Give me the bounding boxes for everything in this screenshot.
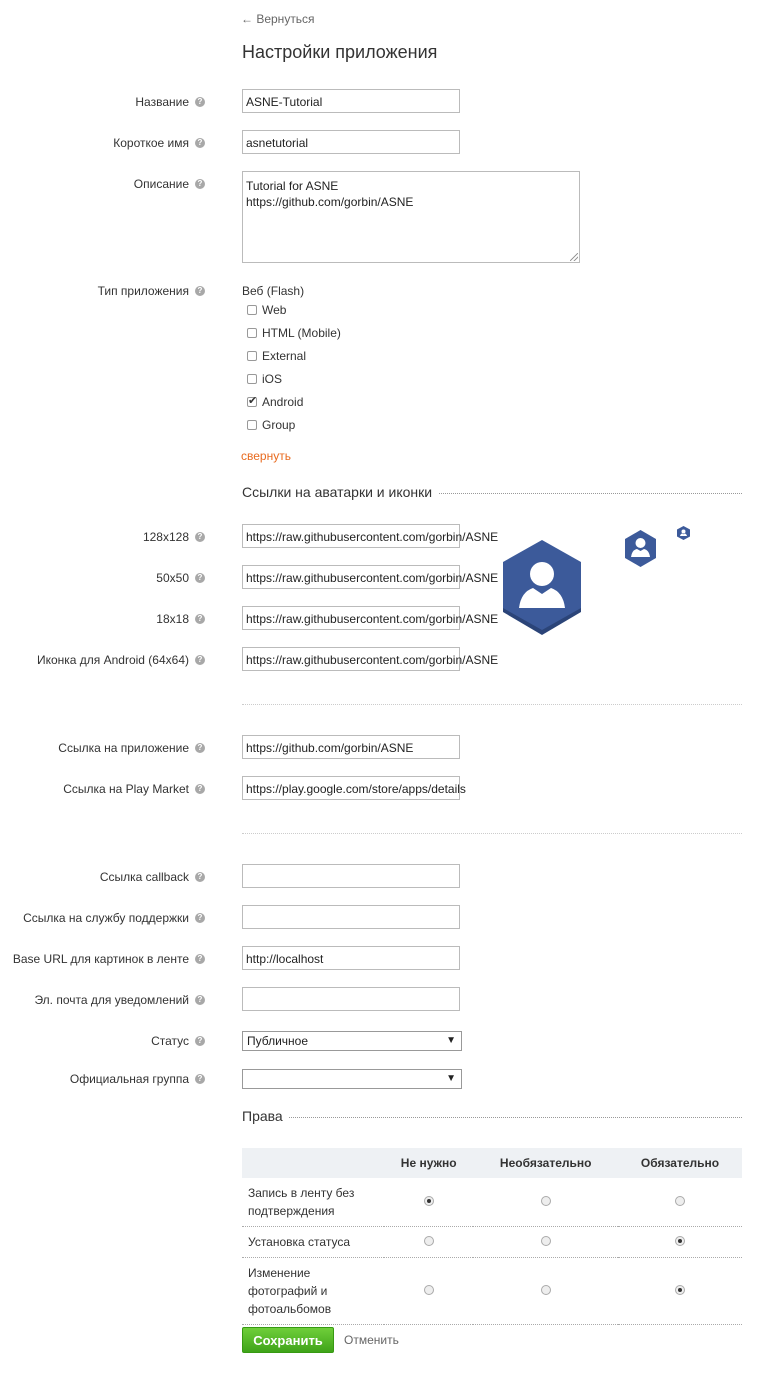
name-label: Название ? (135, 95, 205, 109)
base-url-label: Base URL для картинок в ленте ? (13, 952, 205, 966)
permission-label: Запись в ленту без подтверждения (242, 1178, 384, 1227)
android-icon-input[interactable]: https://raw.githubusercontent.com/gorbin/ASNE (242, 647, 460, 671)
radio-button[interactable] (675, 1236, 685, 1246)
radio-button[interactable] (541, 1196, 551, 1206)
permissions-table (242, 1148, 742, 1325)
help-icon[interactable]: ? (195, 743, 205, 753)
resize-grip-icon[interactable] (570, 253, 578, 261)
checkbox-icon[interactable] (247, 305, 257, 315)
group-label: Официальная группа ? (70, 1072, 205, 1086)
app-link-input[interactable]: https://github.com/gorbin/ASNE (242, 735, 460, 759)
status-label: Статус ? (151, 1034, 205, 1048)
divider (242, 704, 742, 705)
save-button[interactable]: Сохранить (242, 1327, 334, 1353)
permission-label: Изменение фотографий и фотоальбомов (242, 1258, 384, 1325)
help-icon[interactable]: ? (195, 138, 205, 148)
name-input[interactable]: ASNE-Tutorial (242, 89, 460, 113)
help-icon[interactable]: ? (195, 1074, 205, 1084)
page-title: Настройки приложения (242, 42, 438, 62)
help-icon[interactable]: ? (195, 913, 205, 923)
help-icon[interactable]: ? (195, 1036, 205, 1046)
callback-input[interactable] (242, 864, 460, 888)
android-icon-label: Иконка для Android (64x64) ? (37, 653, 205, 667)
help-icon[interactable]: ? (195, 784, 205, 794)
table-header-empty (242, 1148, 384, 1178)
checkbox-android[interactable]: ✔ Android (247, 395, 303, 409)
avatar-50-input[interactable]: https://raw.githubusercontent.com/gorbin/ASNE (242, 565, 460, 589)
checkbox-icon[interactable] (247, 328, 257, 338)
description-textarea[interactable]: Tutorial for ASNE https://github.com/gorbin/ASNE (242, 171, 580, 263)
short-name-label: Короткое имя ? (113, 136, 205, 150)
status-select[interactable]: Публичное ▼ (242, 1031, 462, 1051)
help-icon[interactable]: ? (195, 573, 205, 583)
radio-button[interactable] (424, 1196, 434, 1206)
avatars-section-title: Ссылки на аватарки и иконки (242, 484, 438, 500)
radio-button[interactable] (675, 1285, 685, 1295)
help-icon[interactable]: ? (195, 872, 205, 882)
checkbox-group[interactable]: Group (247, 418, 295, 432)
radio-button[interactable] (541, 1236, 551, 1246)
radio-button[interactable] (541, 1285, 551, 1295)
app-link-label: Ссылка на приложение ? (58, 741, 205, 755)
cancel-link[interactable]: Отменить (344, 1333, 399, 1347)
help-icon[interactable]: ? (195, 954, 205, 964)
section-divider (242, 1117, 742, 1118)
base-url-input[interactable]: http://localhost (242, 946, 460, 970)
checkbox-icon[interactable] (247, 420, 257, 430)
permission-label: Установка статуса (242, 1227, 384, 1258)
help-icon[interactable]: ? (195, 286, 205, 296)
help-icon[interactable]: ? (195, 655, 205, 665)
dropdown-arrow-icon: ▼ (446, 1073, 456, 1084)
checkbox-html-mobile[interactable]: HTML (Mobile) (247, 326, 341, 340)
description-label: Описание ? (134, 177, 205, 191)
checkbox-icon[interactable] (247, 351, 257, 361)
checkbox-checked-icon[interactable] (247, 397, 257, 407)
table-row (242, 1227, 742, 1258)
support-label: Ссылка на службу поддержки ? (23, 911, 205, 925)
back-link[interactable]: ← Вернуться (241, 12, 315, 26)
table-header: Обязательно (618, 1148, 742, 1178)
callback-label: Ссылка callback ? (100, 870, 205, 884)
checkbox-icon[interactable] (247, 374, 257, 384)
collapse-link[interactable]: свернуть (241, 449, 291, 463)
avatar-128-input[interactable]: https://raw.githubusercontent.com/gorbin/ASNE (242, 524, 460, 548)
group-select[interactable] (242, 1069, 462, 1089)
play-link-label: Ссылка на Play Market ? (63, 782, 205, 796)
app-type-label: Тип приложения ? (98, 284, 205, 298)
play-link-input[interactable]: https://play.google.com/store/apps/details (242, 776, 460, 800)
help-icon[interactable]: ? (195, 179, 205, 189)
avatar-128-label: 128x128 ? (143, 530, 205, 544)
email-label: Эл. почта для уведомлений ? (34, 993, 205, 1007)
support-input[interactable] (242, 905, 460, 929)
avatar-18-label: 18x18 ? (156, 612, 205, 626)
avatar-preview-large-icon (501, 540, 583, 638)
divider (242, 833, 742, 834)
table-row (242, 1258, 742, 1325)
permissions-section-title: Права (242, 1108, 289, 1124)
checkbox-external[interactable]: External (247, 349, 306, 363)
short-name-input[interactable]: asnetutorial (242, 130, 460, 154)
help-icon[interactable]: ? (195, 995, 205, 1005)
help-icon[interactable]: ? (195, 97, 205, 107)
help-icon[interactable]: ? (195, 532, 205, 542)
table-header: Необязательно (473, 1148, 618, 1178)
help-icon[interactable]: ? (195, 614, 205, 624)
dropdown-arrow-icon: ▼ (446, 1035, 456, 1046)
avatar-preview-small-icon (677, 526, 690, 540)
app-type-title: Веб (Flash) (242, 284, 305, 298)
radio-button[interactable] (675, 1196, 685, 1206)
radio-button[interactable] (424, 1285, 434, 1295)
table-row (242, 1178, 742, 1227)
checkbox-ios[interactable]: iOS (247, 372, 282, 386)
table-header: Не нужно (384, 1148, 473, 1178)
avatar-50-label: 50x50 ? (156, 571, 205, 585)
radio-button[interactable] (424, 1236, 434, 1246)
avatar-preview-medium-icon (624, 529, 657, 568)
email-input[interactable] (242, 987, 460, 1011)
avatar-18-input[interactable]: https://raw.githubusercontent.com/gorbin/ASNE (242, 606, 460, 630)
checkbox-web[interactable]: Web (247, 303, 286, 317)
